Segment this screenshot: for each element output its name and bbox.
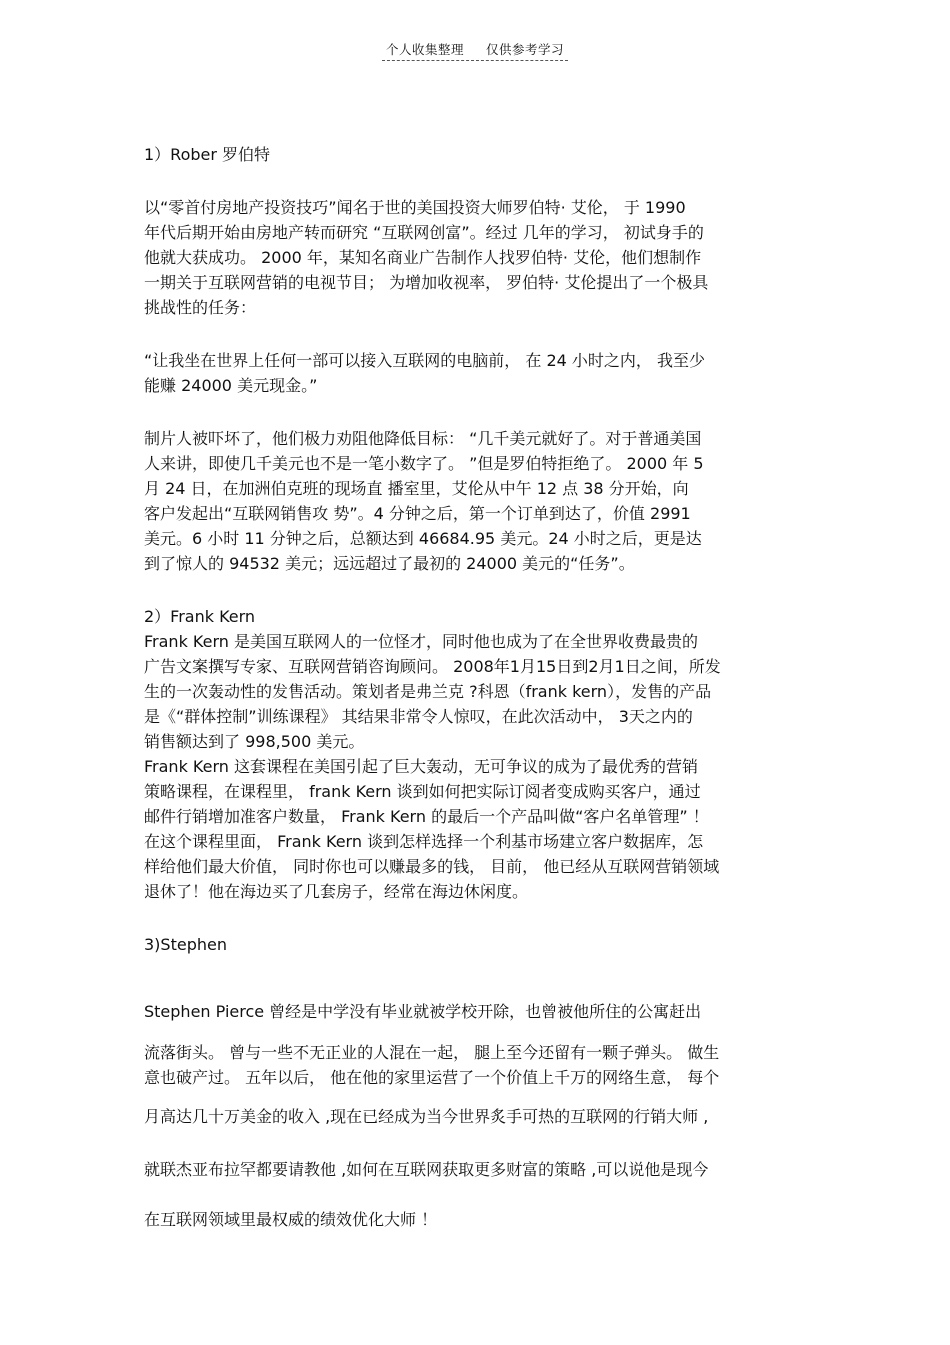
section3-line-3: 月高达几十万美金的收入 ,现在已经成为当今世界炙手可热的互联网的行销大师 , (144, 1107, 709, 1126)
section3-line-5: 在互联网领域里最权威的绩效优化大师 ！ (144, 1210, 438, 1229)
section3-line-4: 就联杰亚布拉罕都要请教他 ,如何在互联网获取更多财富的策略 ,可以说他是现今 (144, 1160, 709, 1179)
header-line (382, 40, 568, 61)
header-right-text: 仅供参考学习 (486, 42, 565, 57)
section3-line-2: 流落街头。 曾与一些不无正业的人混在一起， 腿上至今还留有一颗子弹头。 做生 意也破产过。 五年以后， 他在他的家里运营了一个价值上千万的网络生意， 每个 (144, 1043, 720, 1087)
section1-paragraph-1: 以“零首付房地产投资技巧”闻名于世的美国投资大师罗伯特· 艾伦， 于 1990 年代后期开始由房地产转而研究 “互联网创富”。经过 几年的学习， 初试身手的 他就大获成功。 2000 年，某知名商业广告制作人找罗伯特· 艾伦，他们想制作 一期关于互联网营销的电视节目； 为增加收视率， 罗伯特· 艾伦提出了一个极具 挑战性的任务： (144, 198, 709, 317)
section2-title: 2）Frank Kern (144, 607, 256, 626)
header-left-text: 个人收集整理 (385, 42, 464, 57)
section1-title: 1）Rober 罗伯特 (144, 145, 271, 164)
section1-paragraph-2: “让我坐在世界上任何一部可以接入互联网的电脑前， 在 24 小时之内， 我至少 能赚 24000 美元现金。” (144, 351, 705, 395)
section2-paragraph-1: Frank Kern 是美国互联网人的一位怪才，同时他也成为了在全世界收费最贵的 广告文案撰写专家、互联网营销咨询顾问。 2008年1月15日到2月1日之间，所发 生的一次轰动性的发售活动。策划者是弗兰克 ?科恩（frank kern），发售的产品 是《“群体控制”训练课程》 其结果非常令人惊叹，在此次活动中， 3天之内的 销售额达到了 998,500 美元。 (144, 632, 721, 751)
section3-line-1: Stephen Pierce 曾经是中学没有毕业就被学校开除，也曾被他所住的公寓赶出 (144, 1002, 702, 1021)
section1-paragraph-3: 制片人被吓坏了，他们极力劝阻他降低目标： “几千美元就好了。对于普通美国 人来讲，即使几千美元也不是一笔小数字了。 ”但是罗伯特拒绝了。 2000 年 5 月 24 日，在加洲伯克班的现场直 播室里，艾伦从中午 12 点 38 分开始，向 客户发起出“互联网销售攻 势”。4 分钟之后，第一个订单到达了，价值 2991 美元。6 小时 11 分钟之后，总额达到 46684.95 美元。24 小时之后，更是达 到了惊人的 94532 美元；远远超过了最初的 24000 美元的“任务”。 (144, 429, 704, 573)
section3-title: 3)Stephen (144, 935, 227, 954)
page-header (0, 40, 950, 61)
section2-paragraph-2: Frank Kern 这套课程在美国引起了巨大轰动，无可争议的成为了最优秀的营销 策略课程，在课程里， frank Kern 谈到如何把实际订阅者变成购买客户，通过 邮件行销增加准客户数量， Frank Kern 的最后一个产品叫做“客户名单管理” ！ 在这个课程里面， Frank Kern 谈到怎样选择一个利基市场建立客户数据库，怎 样给他们最大价值， 同时你也可以赚最多的钱， 目前， 他已经从互联网营销领域 退休了！他在海边买了几套房子，经常在海边休闲度。 (144, 757, 720, 901)
document-body (144, 142, 808, 1232)
